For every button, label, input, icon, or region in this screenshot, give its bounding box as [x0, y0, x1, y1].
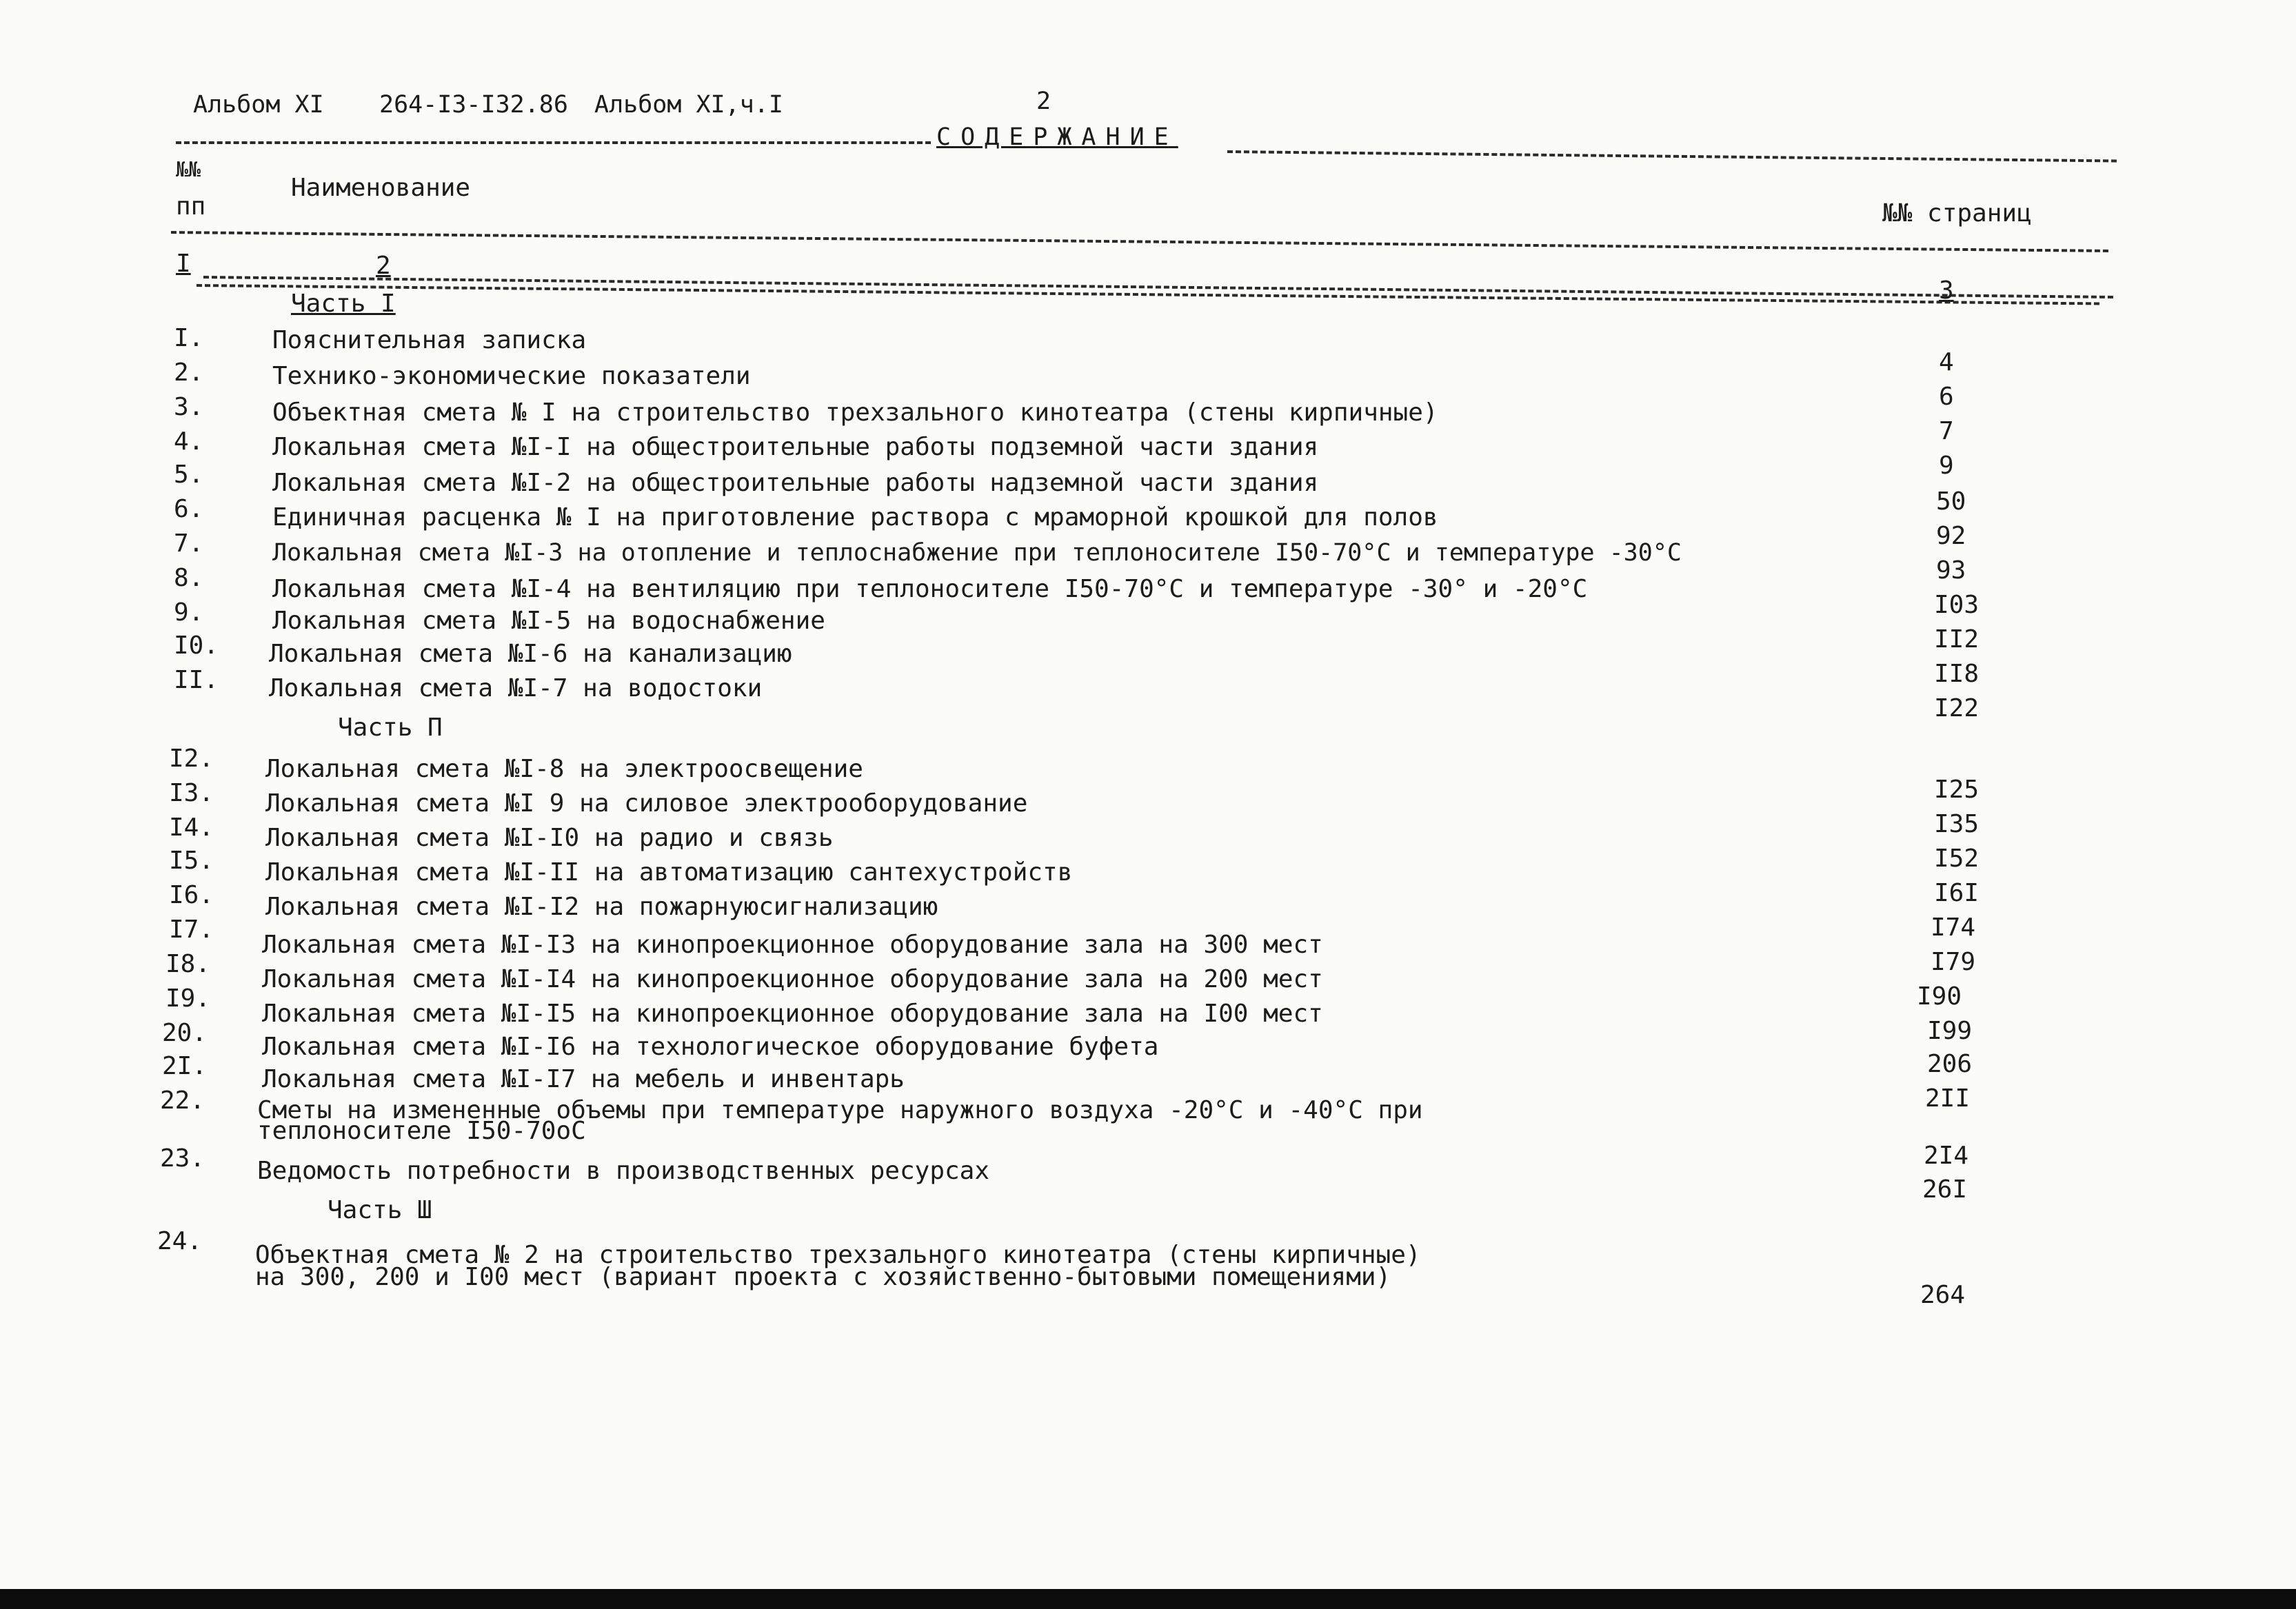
part-label: Часть П	[338, 714, 443, 742]
item-page: I22	[1934, 694, 1980, 722]
item-title: Локальная смета №I-2 на общестроительные работы надземной части здания	[272, 469, 1319, 497]
item-number: 3.	[174, 393, 204, 421]
scan-edge-bar	[0, 1589, 2296, 1609]
item-page: I90	[1917, 982, 1962, 1011]
item-number: 5.	[174, 461, 204, 489]
item-title: Локальная смета №I-I5 на кинопроекционное оборудование зала на I00 мест	[262, 1000, 1323, 1028]
item-number: 9.	[174, 598, 204, 627]
item-title: Локальная смета №I-3 на отопление и теплоснабжение при теплоносителе I50-70°С и температуре -30°С	[272, 539, 1682, 567]
item-title: Локальная смета №I-II на автоматизацию сантехустройств	[265, 858, 1073, 887]
item-page: I99	[1927, 1017, 1973, 1045]
item-title: Локальная смета №I-I7 на мебель и инвентарь	[262, 1065, 905, 1093]
item-title: Локальная смета №I-I2 на пожарнуюсигнализацию	[265, 893, 938, 921]
col-index-1: I	[176, 250, 191, 278]
item-title: Объектная смета № I на строительство трехзального кинотеатра (стены кирпичные)	[272, 398, 1438, 427]
part-label: Часть I	[291, 290, 396, 318]
item-page: 206	[1927, 1050, 1973, 1078]
col-index-2: 2	[376, 252, 391, 280]
item-number: I6.	[169, 881, 214, 909]
item-page: I52	[1934, 844, 1980, 873]
item-title-continued: теплоносителе I50-70оС	[257, 1117, 586, 1145]
item-page: 4	[1939, 348, 1954, 376]
item-number: 6.	[174, 495, 204, 523]
col-num-sublabel: пп	[176, 192, 206, 221]
rule-top-left	[176, 141, 931, 144]
item-title: Ведомость потребности в производственных ресурсах	[257, 1157, 990, 1185]
col-num-label: №№	[176, 158, 201, 182]
item-title: Локальная смета №I 9 на силовое электрооборудование	[265, 789, 1028, 818]
item-page: II2	[1934, 625, 1980, 654]
item-page: 7	[1939, 417, 1954, 445]
item-page: 2II	[1925, 1084, 1971, 1113]
item-page: 264	[1920, 1281, 1966, 1309]
col-name-label: Наименование	[291, 174, 471, 202]
item-page: I74	[1931, 913, 1976, 942]
item-title: Локальная смета №I-4 на вентиляцию при теплоносителе I50-70°С и температуре -30° и -20°С	[272, 575, 1588, 603]
item-number: 8.	[174, 564, 204, 592]
item-page: 26I	[1922, 1175, 1968, 1204]
col-pages-label: №№ страниц	[1882, 199, 2032, 227]
item-number: 20.	[162, 1019, 208, 1047]
item-number: I9.	[165, 984, 211, 1013]
item-number: I5.	[169, 847, 214, 875]
item-number: I8.	[165, 950, 211, 978]
album-label: Альбом XI	[193, 91, 324, 119]
item-number: 24.	[157, 1227, 203, 1255]
item-page: I35	[1934, 810, 1980, 838]
item-title: Объектная смета № 2 на строительство трехзального кинотеатра (стены кирпичные)	[255, 1241, 1421, 1269]
page-title: СОДЕРЖАНИЕ	[936, 123, 1178, 151]
item-number: I2.	[169, 745, 214, 773]
item-page: 50	[1936, 487, 1966, 516]
item-number: 7.	[174, 529, 204, 558]
item-number: 2I.	[162, 1052, 208, 1080]
item-page: I25	[1934, 776, 1980, 804]
item-title-continued: на 300, 200 и I00 мест (вариант проекта с хозяйственно-бытовыми помещениями)	[255, 1263, 1391, 1291]
item-number: II.	[174, 666, 219, 694]
item-page: 6	[1939, 383, 1954, 411]
item-title: Локальная смета №I-I3 на кинопроекционное оборудование зала на 300 мест	[262, 931, 1323, 959]
item-number: 4.	[174, 427, 204, 456]
item-page: I6I	[1934, 879, 1980, 907]
item-title: Пояснительная записка	[272, 326, 587, 354]
page-number: 2	[1036, 88, 1051, 115]
item-page: I03	[1934, 591, 1980, 619]
col-index-3: 3	[1939, 276, 1954, 305]
item-number: I.	[174, 324, 204, 352]
item-title: Локальная смета №I-I0 на радио и связь	[265, 824, 834, 852]
album-part-label: Альбом XI,ч.I	[594, 91, 783, 119]
item-number: 2.	[174, 358, 204, 387]
item-title: Локальная смета №I-8 на электроосвещение	[265, 755, 863, 783]
item-title: Сметы на измененные объемы при температуре наружного воздуха -20°С и -40°С при	[257, 1096, 1423, 1124]
item-title: Технико-экономические показатели	[272, 362, 751, 390]
item-page: II8	[1934, 660, 1980, 688]
item-number: 22.	[160, 1086, 205, 1115]
item-number: I0.	[174, 631, 219, 660]
item-title: Локальная смета №I-I на общестроительные работы подземной части здания	[272, 433, 1319, 461]
item-number: I7.	[169, 915, 214, 944]
item-page: 9	[1939, 452, 1954, 480]
item-number: I4.	[169, 813, 214, 842]
item-page: 93	[1936, 556, 1966, 585]
part-label: Часть Ш	[328, 1196, 432, 1224]
rule-header-bottom	[171, 231, 2108, 252]
document-code: 264-I3-I32.86	[379, 91, 568, 119]
item-title: Локальная смета №I-6 на канализацию	[269, 640, 792, 668]
rule-top-right	[1227, 150, 2117, 163]
item-page: I79	[1931, 948, 1976, 976]
item-page: 2I4	[1924, 1142, 1969, 1170]
item-title: Единичная расценка № I на приготовление раствора с мраморной крошкой для полов	[272, 503, 1438, 532]
item-title: Локальная смета №I-I4 на кинопроекционное оборудование зала на 200 мест	[262, 965, 1323, 993]
item-title: Локальная смета №I-7 на водостоки	[269, 674, 763, 702]
item-number: 23.	[160, 1144, 205, 1173]
item-title: Локальная смета №I-5 на водоснабжение	[272, 607, 825, 635]
item-title: Локальная смета №I-I6 на технологическое оборудование буфета	[262, 1033, 1159, 1061]
item-number: I3.	[169, 779, 214, 807]
item-page: 92	[1936, 522, 1966, 550]
